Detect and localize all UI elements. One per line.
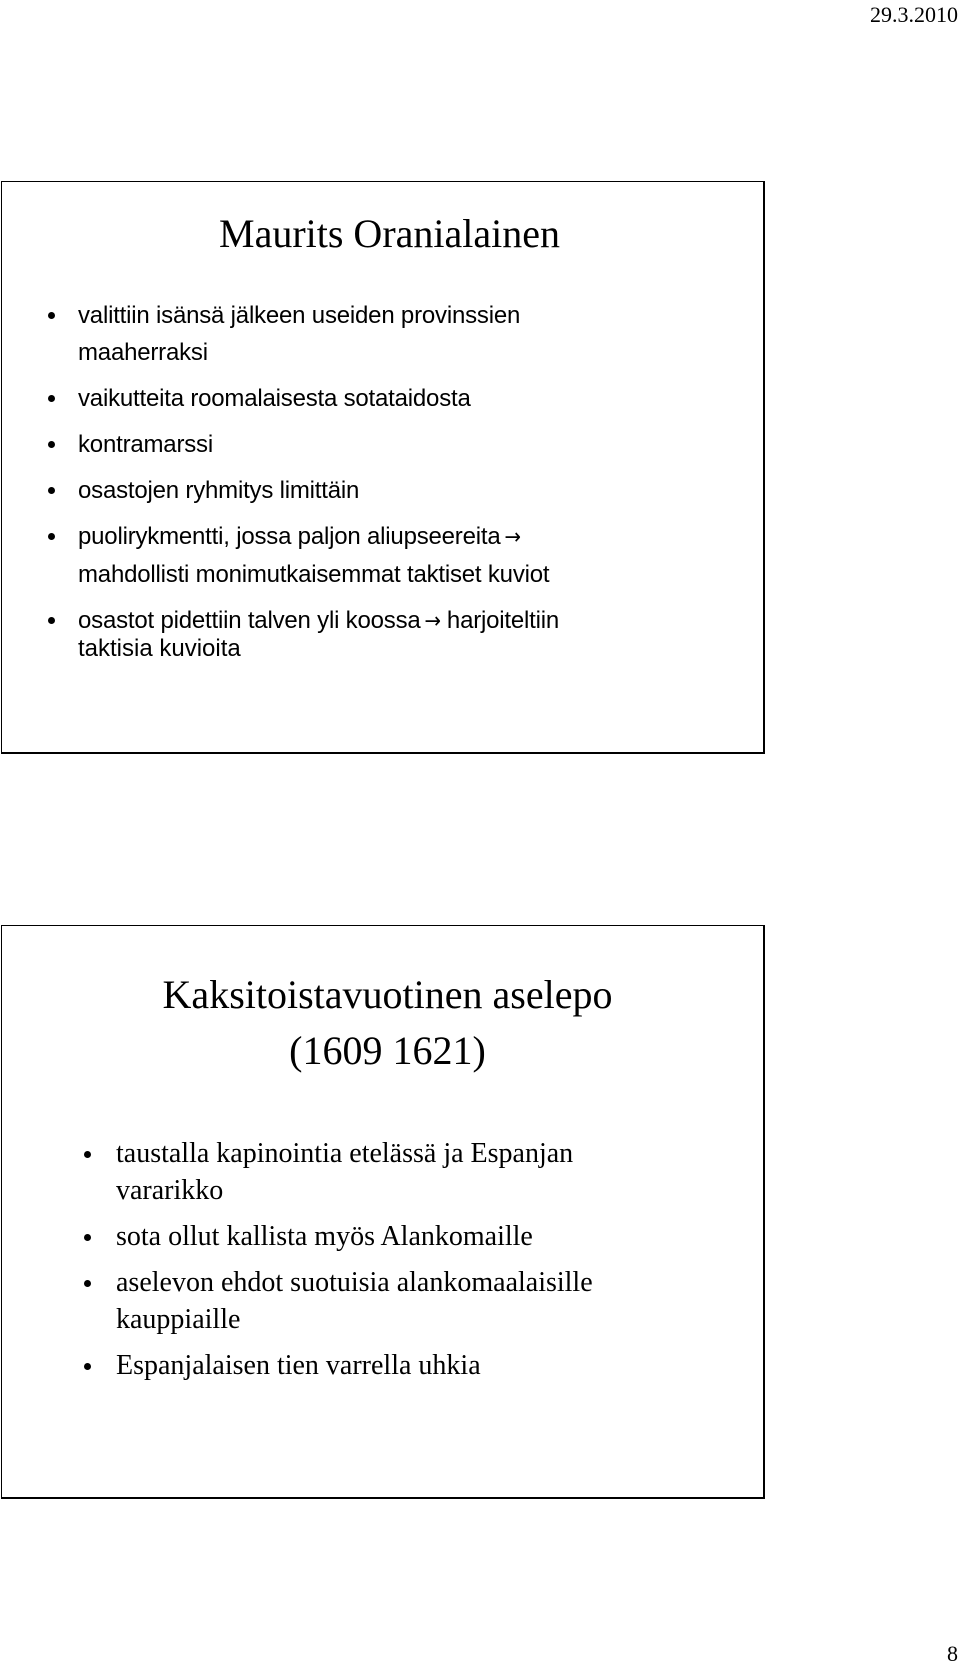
bullet-item	[84, 1218, 763, 1255]
bullet-icon	[48, 487, 55, 494]
bullet-text-line: kauppiaille	[116, 1304, 241, 1335]
bullet-icon	[48, 312, 55, 319]
bullet-text-line: kontramarssi	[78, 431, 213, 458]
bullet-text-line: valittiin isänsä jälkeen useiden provinssien	[78, 302, 521, 329]
bullet-icon	[84, 1234, 91, 1241]
slide-title: Maurits Oranialainen	[219, 211, 560, 256]
bullet-list	[84, 1135, 763, 1384]
bullet-icon	[48, 441, 55, 448]
bullet-text-line: vararikko	[116, 1175, 224, 1206]
bullet-text-line: vaikutteita roomalaisesta sotataidosta	[78, 385, 471, 412]
bullet-text: harjoiteltiin	[446, 607, 560, 634]
bullet-text-line: taustalla kapinointia etelässä ja Espanjan	[116, 1138, 574, 1169]
slide-title-line: Kaksitoistavuotinen aselepo	[162, 972, 613, 1017]
arrow-right-icon: →	[504, 525, 521, 550]
slide-aselepo	[1, 925, 765, 1499]
slide-maurits-oranialainen	[1, 181, 765, 754]
arrow-right-icon: →	[424, 609, 441, 634]
bullet-text-line	[78, 518, 763, 556]
bullet-icon	[48, 533, 55, 540]
bullet-text-line: osastojen ryhmitys limittäin	[78, 477, 360, 504]
bullet-text: puolirykmentti, jossa paljon aliupseereita	[78, 523, 501, 550]
bullet-item	[84, 1264, 763, 1338]
bullet-item	[48, 297, 763, 371]
bullet-item	[48, 380, 763, 417]
bullet-text-line: mahdollisti monimutkaisemmat taktiset kuviot	[78, 561, 550, 588]
bullet-text-line: sota ollut kallista myös Alankomaille	[116, 1221, 533, 1252]
bullet-icon	[84, 1280, 91, 1287]
bullet-item	[84, 1347, 763, 1384]
bullet-icon	[84, 1363, 91, 1370]
bullet-text: osastot pidettiin talven yli koossa	[78, 607, 421, 634]
bullet-text-line: Espanjalaisen tien varrella uhkia	[116, 1350, 481, 1381]
bullet-item	[48, 472, 763, 509]
page-number: 8	[947, 1641, 958, 1666]
bullet-text-line: aselevon ehdot suotuisia alankomaalaisille	[116, 1267, 593, 1298]
bullet-icon	[84, 1151, 91, 1158]
bullet-icon	[48, 617, 55, 624]
bullet-item	[48, 426, 763, 463]
bullet-continuation: taktisia kuvioita	[78, 635, 241, 662]
bullet-item	[84, 1135, 763, 1209]
bullet-icon	[48, 395, 55, 402]
bullet-item	[48, 518, 763, 593]
bullet-text-line: maaherraksi	[78, 339, 208, 366]
page-date: 29.3.2010	[870, 2, 958, 27]
slide-title-line: (1609 1621)	[289, 1028, 486, 1073]
slide-title	[2, 926, 763, 1079]
bullet-list	[48, 297, 763, 640]
